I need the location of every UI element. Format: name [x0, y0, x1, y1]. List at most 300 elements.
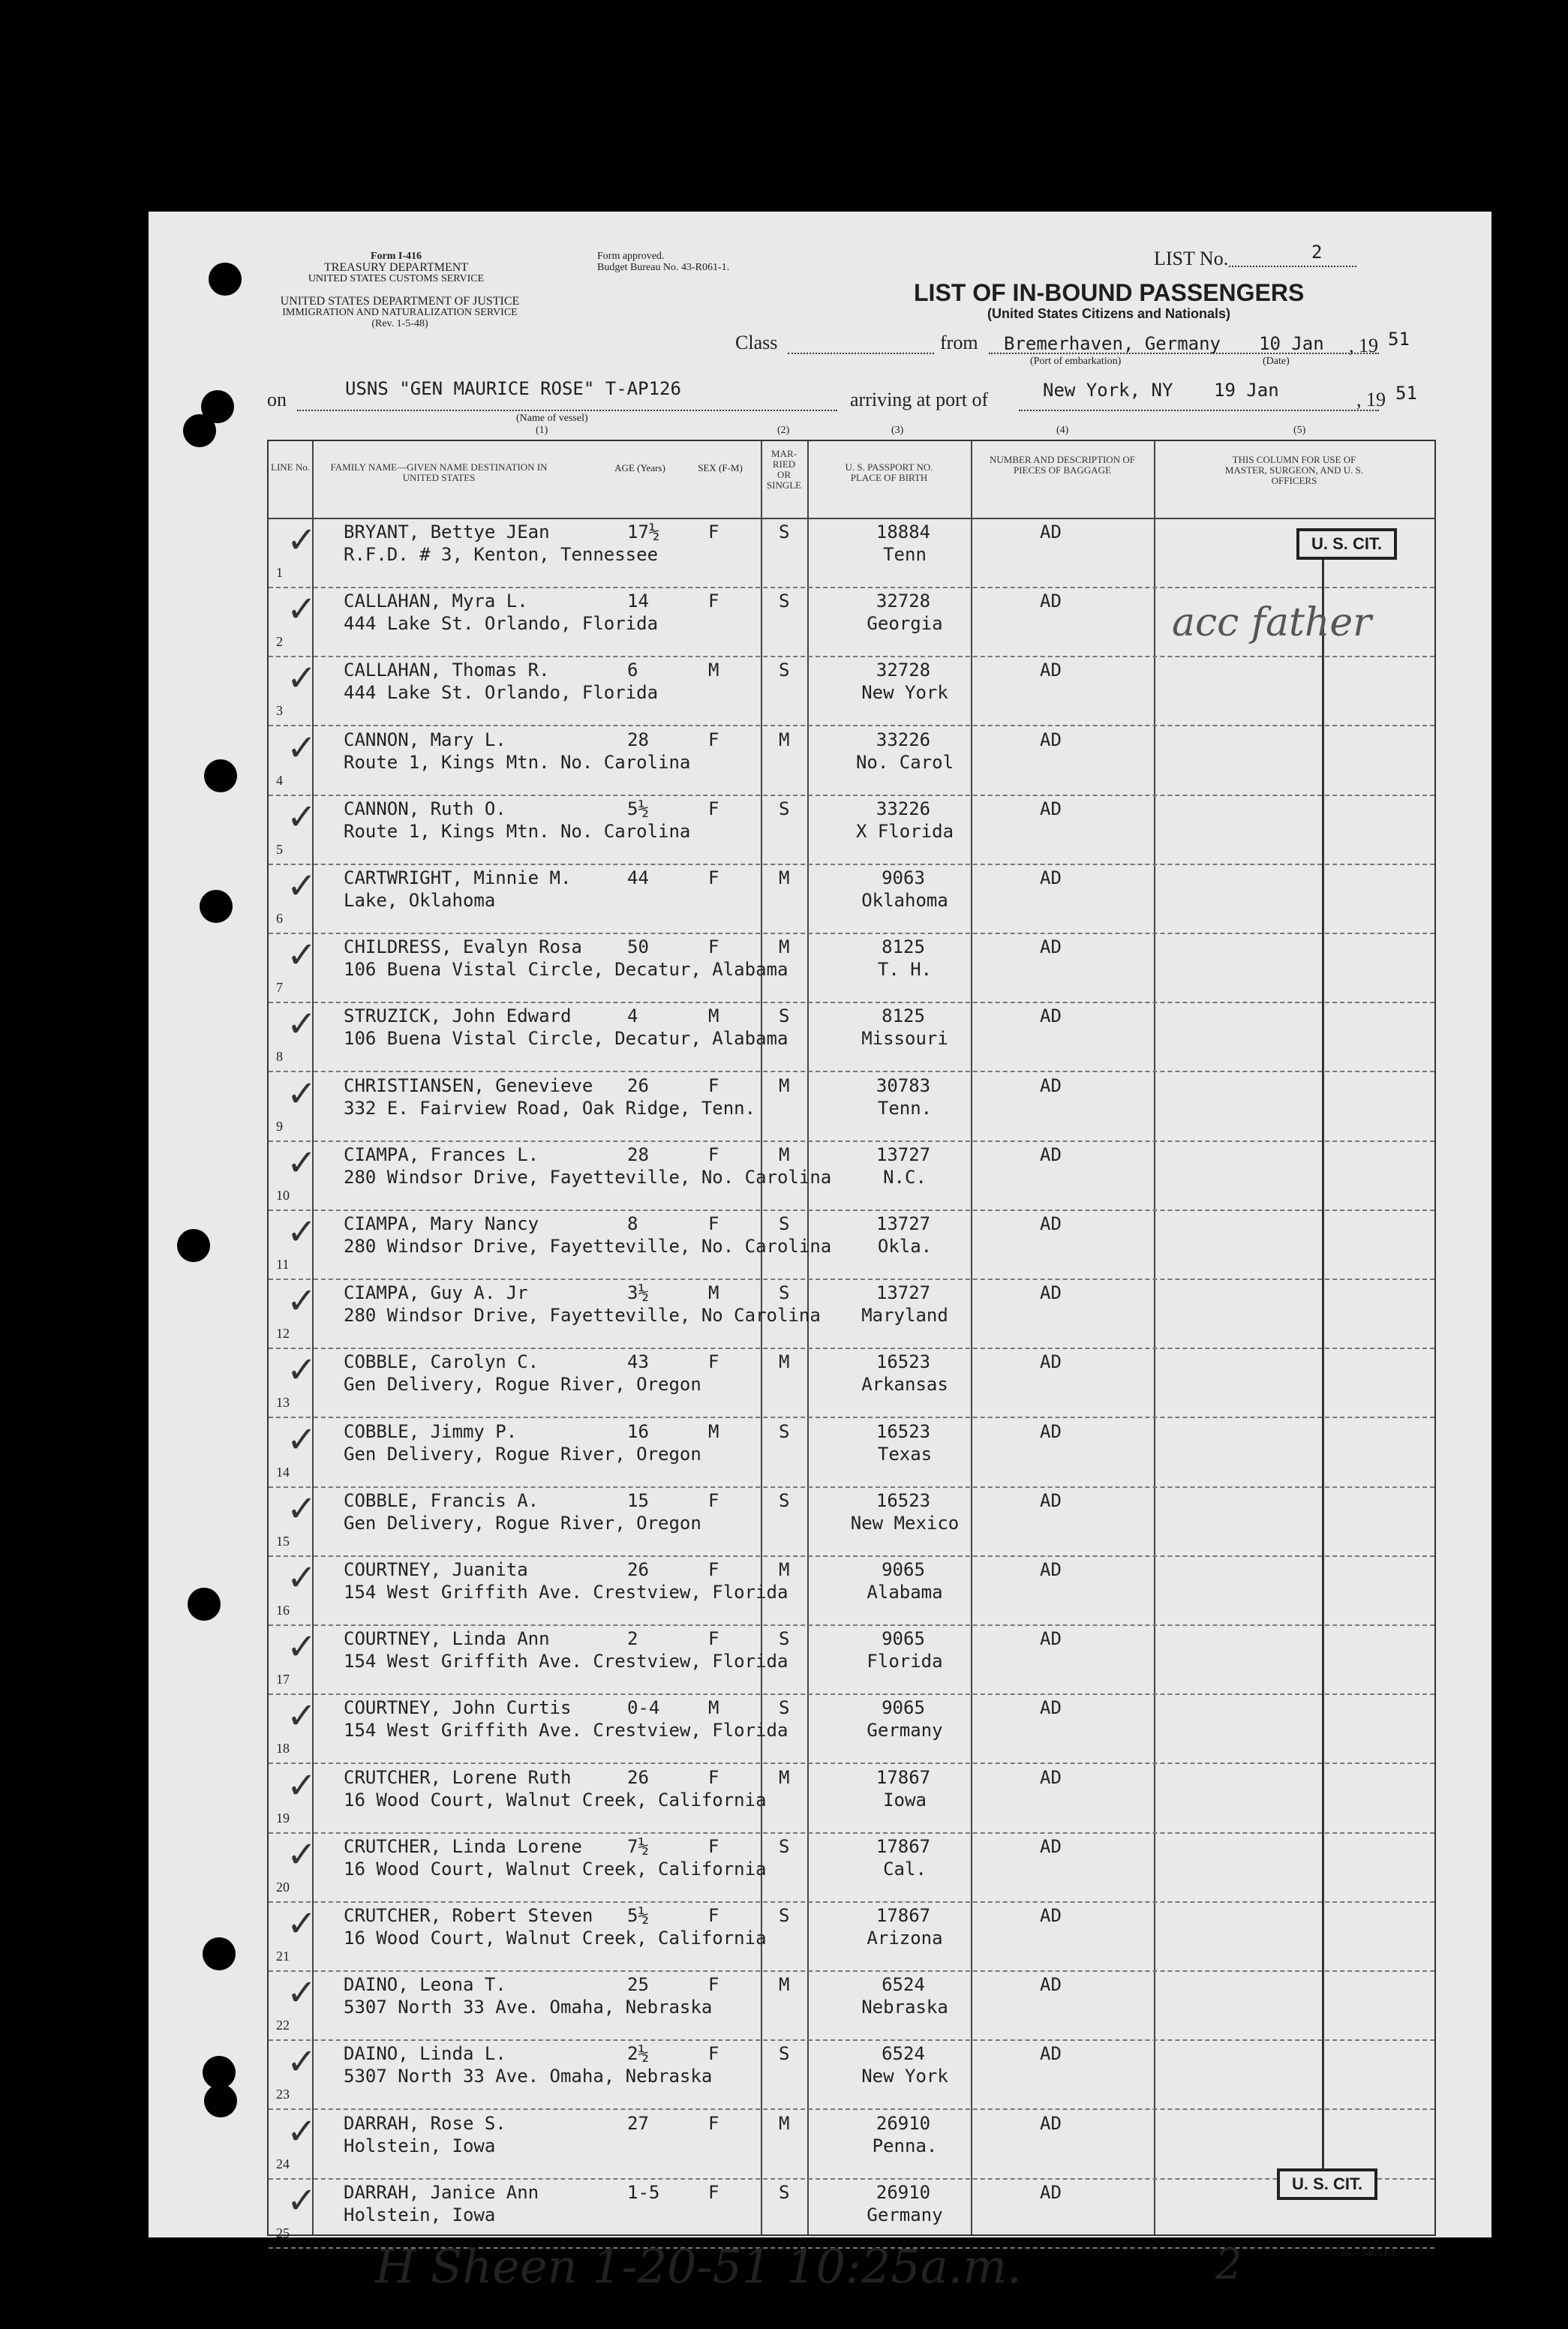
age: 17½ — [627, 521, 660, 542]
sex: M — [708, 1697, 719, 1719]
baggage: AD — [1040, 2043, 1062, 2065]
passenger-name: COBBLE, Francis A. — [344, 1489, 539, 1511]
sex: F — [708, 1905, 719, 1926]
line-number: 20 — [276, 1879, 290, 1895]
destination: Holstein, Iowa — [344, 2204, 496, 2225]
page-title: LIST OF IN-BOUND PASSENGERS — [914, 279, 1305, 306]
class-label: Class — [735, 332, 778, 353]
customs-service: UNITED STATES CUSTOMS SERVICE — [308, 273, 485, 284]
age: 6 — [627, 660, 638, 681]
marital-status: S — [779, 1213, 790, 1234]
age: 25 — [627, 1974, 649, 1996]
marital-status: M — [779, 1974, 790, 1996]
check-mark: ✓ — [287, 1626, 317, 1669]
binder-hole — [200, 890, 233, 923]
passenger-name: COURTNEY, John Curtis — [344, 1697, 572, 1719]
place-of-birth: New York — [861, 682, 948, 704]
place-of-birth: No. Carol — [855, 751, 954, 773]
line-number: 13 — [276, 1395, 290, 1411]
age: 4 — [627, 1005, 638, 1027]
table-row — [269, 1140, 1434, 1211]
check-mark: ✓ — [287, 588, 317, 631]
passenger-table — [267, 440, 1436, 2240]
passport-number: 9065 — [882, 1559, 925, 1580]
passport-number: 16523 — [876, 1489, 931, 1511]
binder-hole — [203, 1937, 236, 1970]
passport-number: 33226 — [876, 729, 931, 750]
place-of-birth: Missouri — [861, 1028, 948, 1050]
check-mark: ✓ — [287, 1695, 317, 1738]
baggage: AD — [1040, 798, 1062, 819]
marital-status: M — [779, 936, 790, 958]
form-approved-block — [597, 251, 729, 273]
place-of-birth: Florida — [867, 1651, 943, 1672]
from-port: Bremerhaven, Germany — [1004, 333, 1221, 354]
from-year: 51 — [1388, 329, 1410, 350]
treasury-dept: TREASURY DEPARTMENT — [323, 261, 469, 274]
marital-status: M — [779, 1074, 790, 1096]
sex: F — [708, 1351, 719, 1373]
sex: F — [708, 2043, 719, 2065]
age: 2½ — [627, 2043, 649, 2065]
check-mark: ✓ — [287, 657, 317, 700]
age: 5½ — [627, 798, 649, 819]
place-of-birth: Penna. — [872, 2135, 938, 2156]
sex: F — [708, 591, 719, 612]
passenger-name: DAINO, Linda L. — [344, 2043, 506, 2065]
baggage: AD — [1040, 1697, 1062, 1719]
arrival-year: 51 — [1395, 383, 1417, 404]
baggage: AD — [1040, 1835, 1062, 1857]
passport-number: 6524 — [882, 1974, 925, 1996]
passenger-name: CANNON, Ruth O. — [344, 798, 506, 819]
check-mark: ✓ — [287, 1211, 317, 1253]
check-mark: ✓ — [287, 1418, 317, 1461]
marital-status: M — [779, 2112, 790, 2134]
line-number: 19 — [276, 1810, 290, 1826]
marital-status: S — [779, 1835, 790, 1857]
passport-number: 30783 — [876, 1074, 931, 1096]
col-number-4: (4) — [1056, 425, 1069, 436]
us-citizen-stamp: U. S. CIT. — [1296, 528, 1397, 560]
passenger-name: CRUTCHER, Robert Steven — [344, 1905, 593, 1926]
sex: F — [708, 521, 719, 542]
page-subtitle: (United States Citizens and Nationals) — [987, 306, 1231, 321]
marital-status: S — [779, 2181, 790, 2203]
line-number: 10 — [276, 1187, 290, 1203]
sex: F — [708, 1974, 719, 1996]
passport-number: 32728 — [876, 591, 931, 612]
passport-number: 9065 — [882, 1628, 925, 1650]
line-number: 15 — [276, 1533, 290, 1549]
binder-hole — [177, 1229, 210, 1262]
destination: 280 Windsor Drive, Fayetteville, No. Carolina — [344, 1236, 832, 1257]
marital-status: S — [779, 1489, 790, 1511]
from-date: 10 Jan — [1259, 333, 1324, 354]
place-of-birth: Maryland — [861, 1305, 948, 1327]
sex: M — [708, 1005, 719, 1027]
place-of-birth: Texas — [877, 1443, 933, 1465]
check-mark: ✓ — [287, 795, 317, 838]
baggage: AD — [1040, 2181, 1062, 2203]
table-row — [269, 1970, 1434, 2041]
header-age: AGE (Years) — [614, 462, 665, 473]
line-number: 8 — [276, 1049, 283, 1065]
table-row — [269, 726, 1434, 796]
place-of-birth: New Mexico — [850, 1512, 960, 1534]
us-citizen-stamp: U. S. CIT. — [1277, 2168, 1377, 2200]
sex: M — [708, 660, 719, 681]
justice-header — [261, 296, 539, 329]
binder-hole — [209, 263, 242, 296]
sex: F — [708, 936, 719, 958]
table-row — [269, 1486, 1434, 1557]
footer-mark: 2 — [1215, 2240, 1242, 2289]
age: 8 — [627, 1213, 638, 1234]
marital-status: S — [779, 521, 790, 542]
inspector-signature: H Sheen 1-20-51 10:25a.m. — [375, 2239, 1022, 2294]
table-row — [269, 1832, 1434, 1903]
passenger-name: COBBLE, Carolyn C. — [344, 1351, 539, 1373]
passenger-name: CIAMPA, Frances L. — [344, 1143, 539, 1165]
check-mark: ✓ — [287, 726, 317, 769]
age: 7½ — [627, 1835, 649, 1857]
passenger-name: CHILDRESS, Evalyn Rosa — [344, 936, 582, 958]
place-of-birth: Arizona — [867, 1928, 943, 1949]
place-of-birth: N.C. — [883, 1166, 927, 1188]
line-number: 11 — [276, 1257, 290, 1272]
passport-number: 16523 — [876, 1420, 931, 1442]
passenger-name: CRUTCHER, Lorene Ruth — [344, 1766, 572, 1788]
vessel-col-number: (1) — [536, 425, 548, 436]
destination: 332 E. Fairview Road, Oak Ridge, Tenn. — [344, 1097, 756, 1119]
handwritten-note: acc father — [1172, 600, 1372, 645]
sex: F — [708, 2112, 719, 2134]
table-row — [269, 1210, 1434, 1280]
table-row — [269, 2039, 1434, 2110]
check-mark: ✓ — [287, 934, 317, 977]
check-mark: ✓ — [287, 1972, 317, 2015]
passport-number: 17867 — [876, 1766, 931, 1788]
place-of-birth: Arkansas — [861, 1374, 948, 1396]
sex: F — [708, 798, 719, 819]
destination: 280 Windsor Drive, Fayetteville, No Carolina — [344, 1305, 821, 1327]
age: 28 — [627, 1143, 649, 1165]
line-number: 16 — [276, 1603, 290, 1618]
age: 27 — [627, 2112, 649, 2134]
baggage: AD — [1040, 1905, 1062, 1926]
list-no-label: LIST No. — [1154, 248, 1229, 269]
passport-number: 18884 — [876, 521, 931, 542]
check-mark: ✓ — [287, 1349, 317, 1392]
sex: F — [708, 1213, 719, 1234]
passenger-name: BRYANT, Bettye JEan — [344, 521, 550, 542]
budget-bureau: Budget Bureau No. 43-R061-1. — [597, 262, 730, 273]
rev-label: (Rev. 1-5-48) — [371, 318, 428, 329]
baggage: AD — [1040, 1074, 1062, 1096]
marital-status: M — [779, 729, 790, 750]
baggage: AD — [1040, 2112, 1062, 2134]
table-row — [269, 1555, 1434, 1626]
check-mark: ✓ — [287, 1833, 317, 1876]
baggage: AD — [1040, 1005, 1062, 1027]
marital-status: M — [779, 1559, 790, 1580]
passport-number: 8125 — [882, 1005, 925, 1027]
arrival-year-prefix: , 19 — [1356, 389, 1386, 410]
marital-status: S — [779, 1282, 790, 1304]
check-mark: ✓ — [287, 2110, 317, 2153]
passport-number: 16523 — [876, 1351, 931, 1373]
baggage: AD — [1040, 1143, 1062, 1165]
baggage: AD — [1040, 521, 1062, 542]
header-baggage: NUMBER AND DESCRIPTION OF PIECES OF BAGGAGE — [971, 441, 1154, 519]
binder-hole — [183, 414, 216, 447]
sex: F — [708, 1143, 719, 1165]
marital-status: M — [779, 1143, 790, 1165]
place-of-birth: Okla. — [877, 1236, 933, 1257]
check-mark: ✓ — [287, 1003, 317, 1046]
sex: F — [708, 1766, 719, 1788]
baggage: AD — [1040, 867, 1062, 888]
sex: F — [708, 729, 719, 750]
passport-number: 9065 — [882, 1697, 925, 1719]
place-of-birth: T. H. — [877, 959, 933, 981]
passport-number: 9063 — [882, 867, 925, 888]
age: 28 — [627, 729, 649, 750]
baggage: AD — [1040, 1628, 1062, 1650]
passport-number: 13727 — [876, 1143, 931, 1165]
line-number: 1 — [276, 565, 283, 580]
passport-number: 26910 — [876, 2112, 931, 2134]
age: 43 — [627, 1351, 649, 1373]
check-mark: ✓ — [287, 2179, 317, 2222]
sex: M — [708, 1420, 719, 1442]
sex: F — [708, 2181, 719, 2203]
marital-status: S — [779, 1628, 790, 1650]
on-label: on — [267, 389, 287, 410]
passenger-name: STRUZICK, John Edward — [344, 1005, 572, 1027]
destination: Gen Delivery, Rogue River, Oregon — [344, 1512, 701, 1534]
place-of-birth: Georgia — [867, 613, 943, 635]
table-row — [269, 1693, 1434, 1764]
age: 3½ — [627, 1282, 649, 1304]
marital-status: S — [779, 1420, 790, 1442]
from-year-prefix: , 19 — [1349, 335, 1378, 356]
destination: 106 Buena Vistal Circle, Decatur, Alabama — [344, 959, 789, 981]
place-of-birth: New York — [861, 2066, 948, 2087]
binder-hole — [204, 2084, 237, 2117]
passenger-name: COBBLE, Jimmy P. — [344, 1420, 518, 1442]
vessel-name: USNS "GEN MAURICE ROSE" T-AP126 — [345, 378, 681, 399]
baggage: AD — [1040, 1974, 1062, 1996]
sex: F — [708, 1835, 719, 1857]
table-row — [269, 864, 1434, 934]
passport-number: 13727 — [876, 1213, 931, 1234]
marital-status: M — [779, 867, 790, 888]
place-of-birth: X Florida — [855, 820, 954, 842]
check-mark: ✓ — [287, 519, 317, 561]
header-name: FAMILY NAME—GIVEN NAME DESTINATION IN UNITED STATES — [312, 441, 761, 519]
line-number: 6 — [276, 911, 283, 926]
table-row — [269, 1002, 1434, 1072]
age: 26 — [627, 1766, 649, 1788]
table-row — [269, 1901, 1434, 1972]
line-number: 12 — [276, 1326, 290, 1342]
sex: F — [708, 1628, 719, 1650]
baggage: AD — [1040, 591, 1062, 612]
destination: 5307 North 33 Ave. Omaha, Nebraska — [344, 2066, 713, 2087]
age: 5½ — [627, 1905, 649, 1926]
age: 15 — [627, 1489, 649, 1511]
table-row — [269, 795, 1434, 865]
passenger-name: CRUTCHER, Linda Lorene — [344, 1835, 582, 1857]
line-number: 23 — [276, 2087, 290, 2102]
destination: 280 Windsor Drive, Fayetteville, No. Carolina — [344, 1166, 832, 1188]
marital-status: S — [779, 660, 790, 681]
destination: Route 1, Kings Mtn. No. Carolina — [344, 751, 691, 773]
baggage: AD — [1040, 660, 1062, 681]
marital-status: S — [779, 591, 790, 612]
passenger-name: DARRAH, Rose S. — [344, 2112, 506, 2134]
destination: 16 Wood Court, Walnut Creek, California — [344, 1858, 767, 1880]
col-number-2: (2) — [777, 425, 790, 436]
passenger-name: CARTWRIGHT, Minnie M. — [344, 867, 572, 888]
table-row — [269, 518, 1434, 588]
passenger-name: CIAMPA, Guy A. Jr — [344, 1282, 528, 1304]
ins-label: IMMIGRATION AND NATURALIZATION SERVICE — [282, 307, 518, 318]
marital-status: M — [779, 1351, 790, 1373]
age: 26 — [627, 1074, 649, 1096]
sex: F — [708, 1489, 719, 1511]
place-of-birth: Alabama — [867, 1582, 943, 1603]
table-row — [269, 656, 1434, 726]
header-line-no: LINE No. — [269, 441, 312, 519]
passenger-name: CHRISTIANSEN, Genevieve — [344, 1074, 593, 1096]
destination: 154 West Griffith Ave. Crestview, Florida — [344, 1582, 789, 1603]
header-passport: U. S. PASSPORT NO. PLACE OF BIRTH — [807, 441, 971, 519]
line-number: 5 — [276, 841, 283, 857]
passport-number: 13727 — [876, 1282, 931, 1304]
destination: 5307 North 33 Ave. Omaha, Nebraska — [344, 1997, 713, 2018]
place-of-birth: Nebraska — [861, 1997, 948, 2018]
table-row — [269, 2178, 1434, 2249]
marital-status: M — [779, 1766, 790, 1788]
table-row — [269, 1279, 1434, 1349]
marital-status: S — [779, 2043, 790, 2065]
destination: 106 Buena Vistal Circle, Decatur, Alabama — [344, 1028, 789, 1050]
table-row — [269, 2109, 1434, 2180]
place-of-birth: Tenn. — [877, 1097, 933, 1119]
list-no-value: 2 — [1311, 242, 1323, 263]
age: 2 — [627, 1628, 638, 1650]
table-row — [269, 1071, 1434, 1142]
destination: 16 Wood Court, Walnut Creek, California — [344, 1928, 767, 1949]
binder-hole — [188, 1588, 221, 1621]
check-mark: ✓ — [287, 865, 317, 907]
line-number: 2 — [276, 634, 283, 650]
justice-dept: UNITED STATES DEPARTMENT OF JUSTICE — [280, 295, 520, 308]
arriving-label: arriving at port of — [850, 389, 989, 410]
form-approved: Form approved. — [597, 251, 665, 262]
age: 16 — [627, 1420, 649, 1442]
baggage: AD — [1040, 1420, 1062, 1442]
check-mark: ✓ — [287, 2041, 317, 2084]
place-of-birth: Oklahoma — [861, 890, 948, 911]
date-caption: (Date) — [1263, 356, 1290, 367]
baggage: AD — [1040, 1213, 1062, 1234]
line-number: 21 — [276, 1949, 290, 1964]
binder-hole — [204, 759, 237, 792]
baggage: AD — [1040, 1766, 1062, 1788]
line-number: 24 — [276, 2156, 290, 2171]
marital-status: S — [779, 1005, 790, 1027]
marital-status: S — [779, 1905, 790, 1926]
check-mark: ✓ — [287, 1903, 317, 1945]
table-row — [269, 1348, 1434, 1418]
check-mark: ✓ — [287, 1280, 317, 1323]
destination: R.F.D. # 3, Kenton, Tennessee — [344, 544, 659, 565]
destination: Lake, Oklahoma — [344, 890, 496, 911]
age: 14 — [627, 591, 649, 612]
age: 26 — [627, 1559, 649, 1580]
table-row — [269, 933, 1434, 1003]
table-row — [269, 1417, 1434, 1488]
vessel-caption: (Name of vessel) — [516, 413, 588, 424]
baggage: AD — [1040, 729, 1062, 750]
line-number: 17 — [276, 1672, 290, 1687]
passport-number: 17867 — [876, 1905, 931, 1926]
line-number: 14 — [276, 1464, 290, 1480]
passenger-name: CANNON, Mary L. — [344, 729, 506, 750]
passport-number: 6524 — [882, 2043, 925, 2065]
col-number-5: (5) — [1293, 425, 1306, 436]
passport-number: 32728 — [876, 660, 931, 681]
sex: F — [708, 1074, 719, 1096]
port-caption: (Port of embarkation) — [1030, 356, 1122, 367]
age: 44 — [627, 867, 649, 888]
passenger-name: COURTNEY, Juanita — [344, 1559, 528, 1580]
baggage: AD — [1040, 1489, 1062, 1511]
baggage: AD — [1040, 1282, 1062, 1304]
form-number-label: Form I-416 — [370, 251, 422, 262]
baggage: AD — [1040, 1351, 1062, 1373]
table-row — [269, 1624, 1434, 1695]
place-of-birth: Germany — [867, 1720, 943, 1741]
check-mark: ✓ — [287, 1487, 317, 1530]
destination: Gen Delivery, Rogue River, Oregon — [344, 1374, 701, 1396]
header-married: MAR-RIED OR SINGLE — [761, 441, 807, 519]
passport-number: 17867 — [876, 1835, 931, 1857]
passport-number: 26910 — [876, 2181, 931, 2203]
age: 1-5 — [627, 2181, 660, 2203]
header-sex: SEX (F-M) — [698, 462, 743, 473]
arrival-port: New York, NY — [1043, 380, 1173, 401]
line-number: 4 — [276, 772, 283, 788]
citizen-column-line — [1322, 537, 1324, 2173]
check-mark: ✓ — [287, 1557, 317, 1599]
baggage: AD — [1040, 936, 1062, 958]
line-number: 3 — [276, 703, 283, 719]
passenger-name: CALLAHAN, Myra L. — [344, 591, 528, 612]
check-mark: ✓ — [287, 1764, 317, 1807]
age: 0-4 — [627, 1697, 660, 1719]
form-header-left — [261, 251, 531, 284]
arrival-date: 19 Jan — [1214, 380, 1279, 401]
sex: F — [708, 867, 719, 888]
passenger-name: DARRAH, Janice Ann — [344, 2181, 539, 2203]
line-number: 22 — [276, 2018, 290, 2033]
table-row — [269, 1763, 1434, 1834]
